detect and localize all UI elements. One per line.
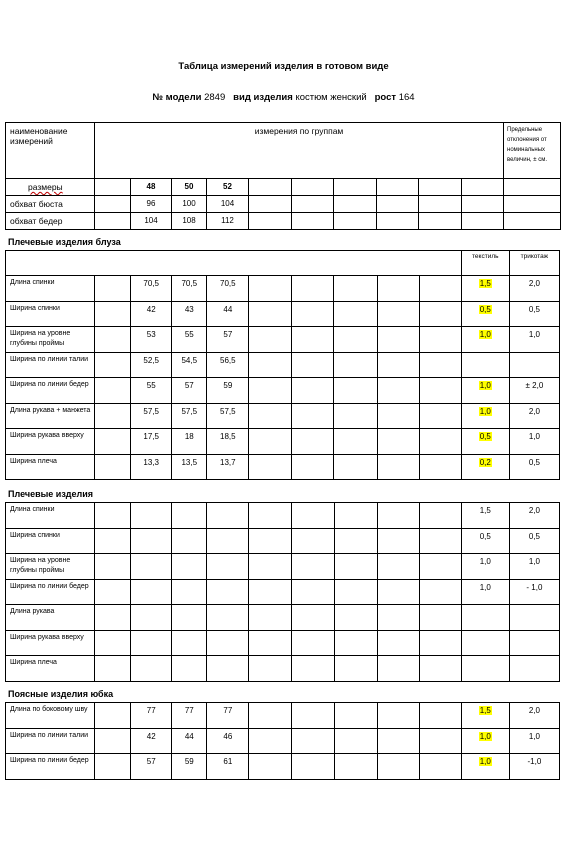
textile-cell: [461, 455, 509, 480]
name-header: наименование измерений: [6, 123, 95, 179]
value-cell: 56,5: [207, 353, 249, 378]
value-cell: 77: [131, 703, 172, 729]
bust-cell: 100: [172, 196, 207, 213]
knit-cell: - 1,0: [509, 580, 559, 605]
value-cell: 55: [131, 378, 172, 404]
textile-cell: [461, 729, 509, 754]
textile-cell: [461, 276, 509, 302]
row-label: Ширина на уровне глубины проймы: [6, 554, 95, 580]
highlighted-value: 1,5: [479, 706, 491, 715]
row-label: Ширина по линии бедер: [6, 378, 95, 404]
value-cell: 57: [207, 327, 249, 353]
textile-cell: 1,0: [461, 580, 509, 605]
row-label: Длина по боковому шву: [6, 703, 95, 729]
row-label: Длина рукава + манжета: [6, 404, 95, 429]
value-cell: 77: [207, 703, 249, 729]
highlighted-value: 1,0: [479, 407, 491, 416]
textile-cell: [461, 404, 509, 429]
knit-cell: 1,0: [509, 327, 559, 353]
value-cell: 61: [207, 754, 249, 780]
value-cell: 52,5: [131, 353, 172, 378]
section-title: Плечевые изделия: [8, 489, 94, 499]
value-cell: 57: [172, 378, 207, 404]
value-cell: 55: [172, 327, 207, 353]
value-cell: 57,5: [172, 404, 207, 429]
textile-cell: [461, 302, 509, 327]
value-cell: 57,5: [207, 404, 249, 429]
knit-cell: 0,5: [509, 455, 559, 480]
size-cell: 52: [207, 179, 249, 196]
bust-label: обхват бюста: [6, 196, 95, 213]
value-cell: 13,5: [172, 455, 207, 480]
hips-cell: 112: [207, 213, 249, 230]
knit-cell: [509, 353, 559, 378]
sizes-table: [5, 122, 561, 230]
highlighted-value: 1,0: [479, 381, 491, 390]
highlighted-value: 1,0: [479, 330, 491, 339]
row-label: Ширина рукава вверху: [6, 429, 95, 455]
type-label: вид изделия: [233, 92, 293, 103]
knit-cell: 2,0: [509, 404, 559, 429]
knit-cell: 1,0: [509, 429, 559, 455]
knit-cell: 2,0: [509, 276, 559, 302]
groups-header: измерения по группам: [95, 123, 504, 179]
value-cell: 17,5: [131, 429, 172, 455]
bust-cell: 96: [131, 196, 172, 213]
knit-cell: ± 2,0: [509, 378, 559, 404]
shoulder-table: [5, 502, 560, 682]
value-cell: 43: [172, 302, 207, 327]
value-cell: 44: [207, 302, 249, 327]
hips-label: обхват бедер: [6, 213, 95, 230]
highlighted-value: 1,0: [479, 757, 491, 766]
row-label: Ширина плеча: [6, 455, 95, 480]
knit-cell: 1,0: [509, 729, 559, 754]
sizes-row-label: [6, 179, 95, 196]
sizes-label: размеры: [28, 182, 63, 192]
textile-cell: [461, 429, 509, 455]
value-cell: 18: [172, 429, 207, 455]
knit-cell: 2,0: [509, 703, 559, 729]
highlighted-value: 1,5: [479, 279, 491, 288]
row-label: Ширина рукава вверху: [6, 631, 95, 656]
value-cell: 18,5: [207, 429, 249, 455]
type-value: костюм женский: [295, 92, 367, 103]
textile-cell: 1,5: [461, 503, 509, 529]
textile-cell: [461, 353, 509, 378]
textile-cell: [461, 378, 509, 404]
hips-cell: 108: [172, 213, 207, 230]
row-label: Длина рукава: [6, 605, 95, 631]
row-label: Ширина на уровне глубины проймы: [6, 327, 95, 353]
textile-cell: [461, 327, 509, 353]
value-cell: 70,5: [131, 276, 172, 302]
value-cell: 57,5: [131, 404, 172, 429]
textile-cell: [461, 754, 509, 780]
textile-cell: 0,5: [461, 529, 509, 554]
value-cell: 42: [131, 729, 172, 754]
row-label: Длина спинки: [6, 276, 95, 302]
height-label: рост: [374, 92, 397, 103]
model-info: [0, 92, 567, 103]
row-label: Ширина спинки: [6, 302, 95, 327]
blouse-table: [5, 250, 560, 480]
value-cell: 42: [131, 302, 172, 327]
value-cell: 59: [172, 754, 207, 780]
highlighted-value: 0,5: [479, 432, 491, 441]
knit-header: трикотаж: [509, 251, 559, 276]
textile-cell: 1,0: [461, 554, 509, 580]
value-cell: 70,5: [172, 276, 207, 302]
textile-cell: [461, 703, 509, 729]
height-value: 164: [398, 92, 415, 103]
tolerance-header: Предельные отклонения от номинальных величин, ± см.: [504, 123, 561, 179]
row-label: Ширина спинки: [6, 529, 95, 554]
value-cell: 13,3: [131, 455, 172, 480]
highlighted-value: 1,0: [479, 732, 491, 741]
value-cell: 57: [131, 754, 172, 780]
knit-cell: 0,5: [509, 302, 559, 327]
row-label: Ширина по линии талии: [6, 729, 95, 754]
value-cell: 46: [207, 729, 249, 754]
size-cell: 50: [172, 179, 207, 196]
value-cell: 70,5: [207, 276, 249, 302]
knit-cell: 1,0: [509, 554, 559, 580]
value-cell: 59: [207, 378, 249, 404]
section-title: Плечевые изделия блуза: [8, 237, 121, 247]
row-label: Ширина по линии талии: [6, 353, 95, 378]
row-label: Длина спинки: [6, 503, 95, 529]
bust-cell: 104: [207, 196, 249, 213]
knit-cell: 0,5: [509, 529, 559, 554]
value-cell: 13,7: [207, 455, 249, 480]
knit-cell: 2,0: [509, 503, 559, 529]
value-cell: 53: [131, 327, 172, 353]
value-cell: 77: [172, 703, 207, 729]
row-label: Ширина по линии бедер: [6, 580, 95, 605]
size-cell: 48: [131, 179, 172, 196]
knit-cell: -1,0: [509, 754, 559, 780]
textile-header: текстиль: [461, 251, 509, 276]
section-title: Поясные изделия юбка: [8, 689, 114, 699]
value-cell: 54,5: [172, 353, 207, 378]
hips-cell: 104: [131, 213, 172, 230]
row-label: Ширина по линии бедер: [6, 754, 95, 780]
model-label: № модели: [152, 92, 202, 103]
highlighted-value: 0,2: [479, 458, 491, 467]
skirt-table: [5, 702, 560, 780]
row-label: Ширина плеча: [6, 656, 95, 682]
highlighted-value: 0,5: [479, 305, 491, 314]
value-cell: 44: [172, 729, 207, 754]
document-title: Таблица измерений изделия в готовом виде: [178, 61, 389, 72]
model-value: 2849: [204, 92, 226, 103]
